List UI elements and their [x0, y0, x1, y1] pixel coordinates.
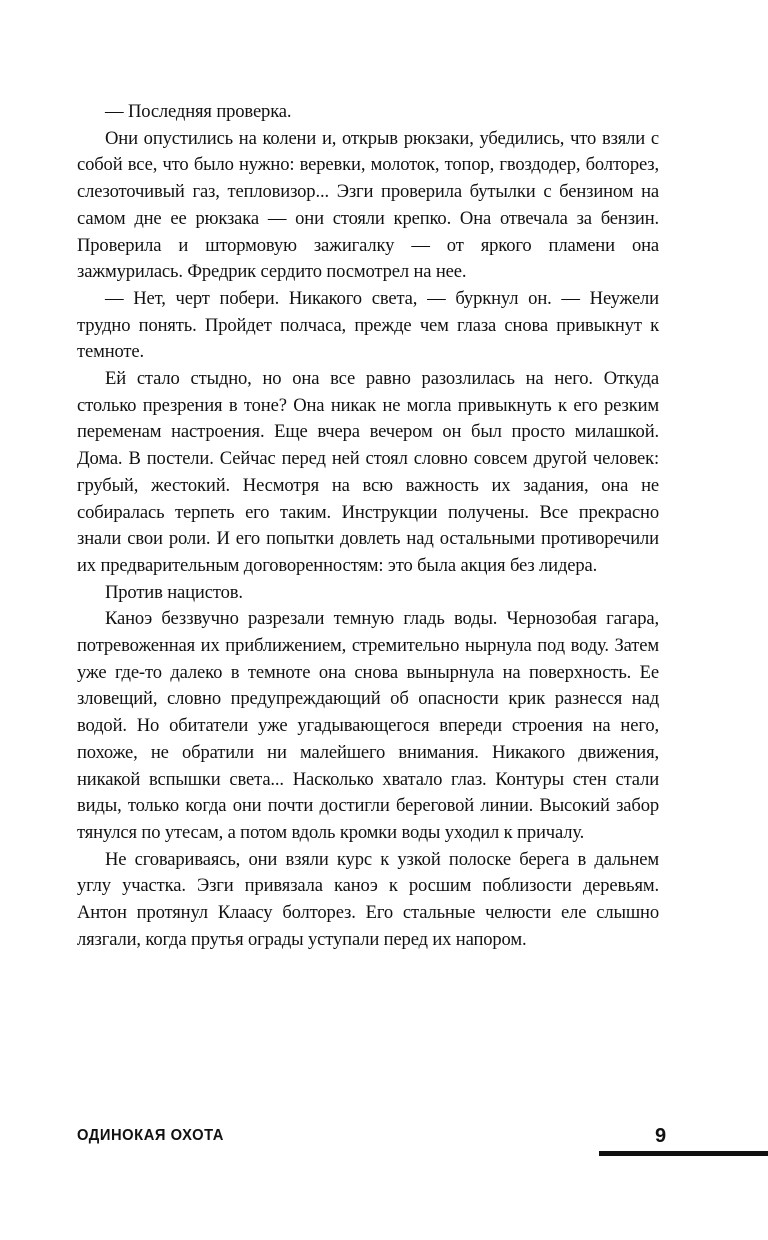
paragraph-7: Не сговариваясь, они взяли курс к узкой полоске берега в дальнем углу участка. Эзги привязала каноэ к росшим поблизости деревьям. Антон протянул Клаасу болторез. Его стальные челюсти еле слышно лязгали, когда прутья ограды уступали перед их напором.	[77, 848, 659, 950]
footer-rule	[599, 1151, 768, 1156]
page-number: 9	[655, 1125, 667, 1147]
running-footer-title: ОДИНОКАЯ ОХОТА	[77, 1127, 224, 1144]
paragraph-5: Против нацистов.	[105, 581, 243, 603]
paragraph-2: Они опустились на колени и, открыв рюкзаки, убедились, что взяли с собой все, что было нужно: веревки, молоток, топор, гвоздодер, болторез, слезоточивый газ, тепловизор... Эзги проверила бутылки с бензином на самом дне ее рюкзака — они стояли крепко. Она отвечала за бензин. Проверила и штормовую зажигалку — от яркого пламени она зажмурилась. Фредрик сердито посмотрел на нее.	[77, 127, 659, 283]
paragraph-4: Ей стало стыдно, но она все равно разозлилась на него. Откуда столько презрения в тоне? Она никак не могла привыкнуть к его резким переменам настроения. Еще вчера вечером он был просто милашкой. Дома. В постели. Сейчас перед ней стоял словно совсем другой человек: грубый, жестокий. Несмотря на всю важность их задания, она не собиралась терпеть его таким. Инструкции получены. Все прекрасно знали свои роли. И его попытки довлеть над остальными противоречили их предварительным договоренностям: это была акция без лидера.	[77, 368, 659, 576]
paragraph-3: — Нет, черт побери. Никакого света, — буркнул он. — Неужели трудно понять. Пройдет полчаса, прежде чем глаза снова привыкнут к темноте.	[77, 287, 659, 363]
paragraph-6: Каноэ беззвучно разрезали темную гладь воды. Чернозобая гагара, потревоженная их приближением, стремительно нырнула под воду. Затем уже где-то далеко в темноте она снова вынырнула на поверхность. Ее зловещий, словно предупреждающий об опасности крик разнесся над водой. Но обитатели уже угадывающегося впереди строения на него, похоже, не обратили ни малейшего внимания. Никакого движения, никакой вспышки света... Насколько хватало глаз. Контуры стен стали виды, только когда они почти достигли береговой линии. Высокий забор тянулся по утесам, а потом вдоль кромки воды уходил к причалу.	[77, 608, 659, 843]
body-text	[77, 99, 659, 954]
paragraph-1: — Последняя проверка.	[105, 101, 292, 122]
